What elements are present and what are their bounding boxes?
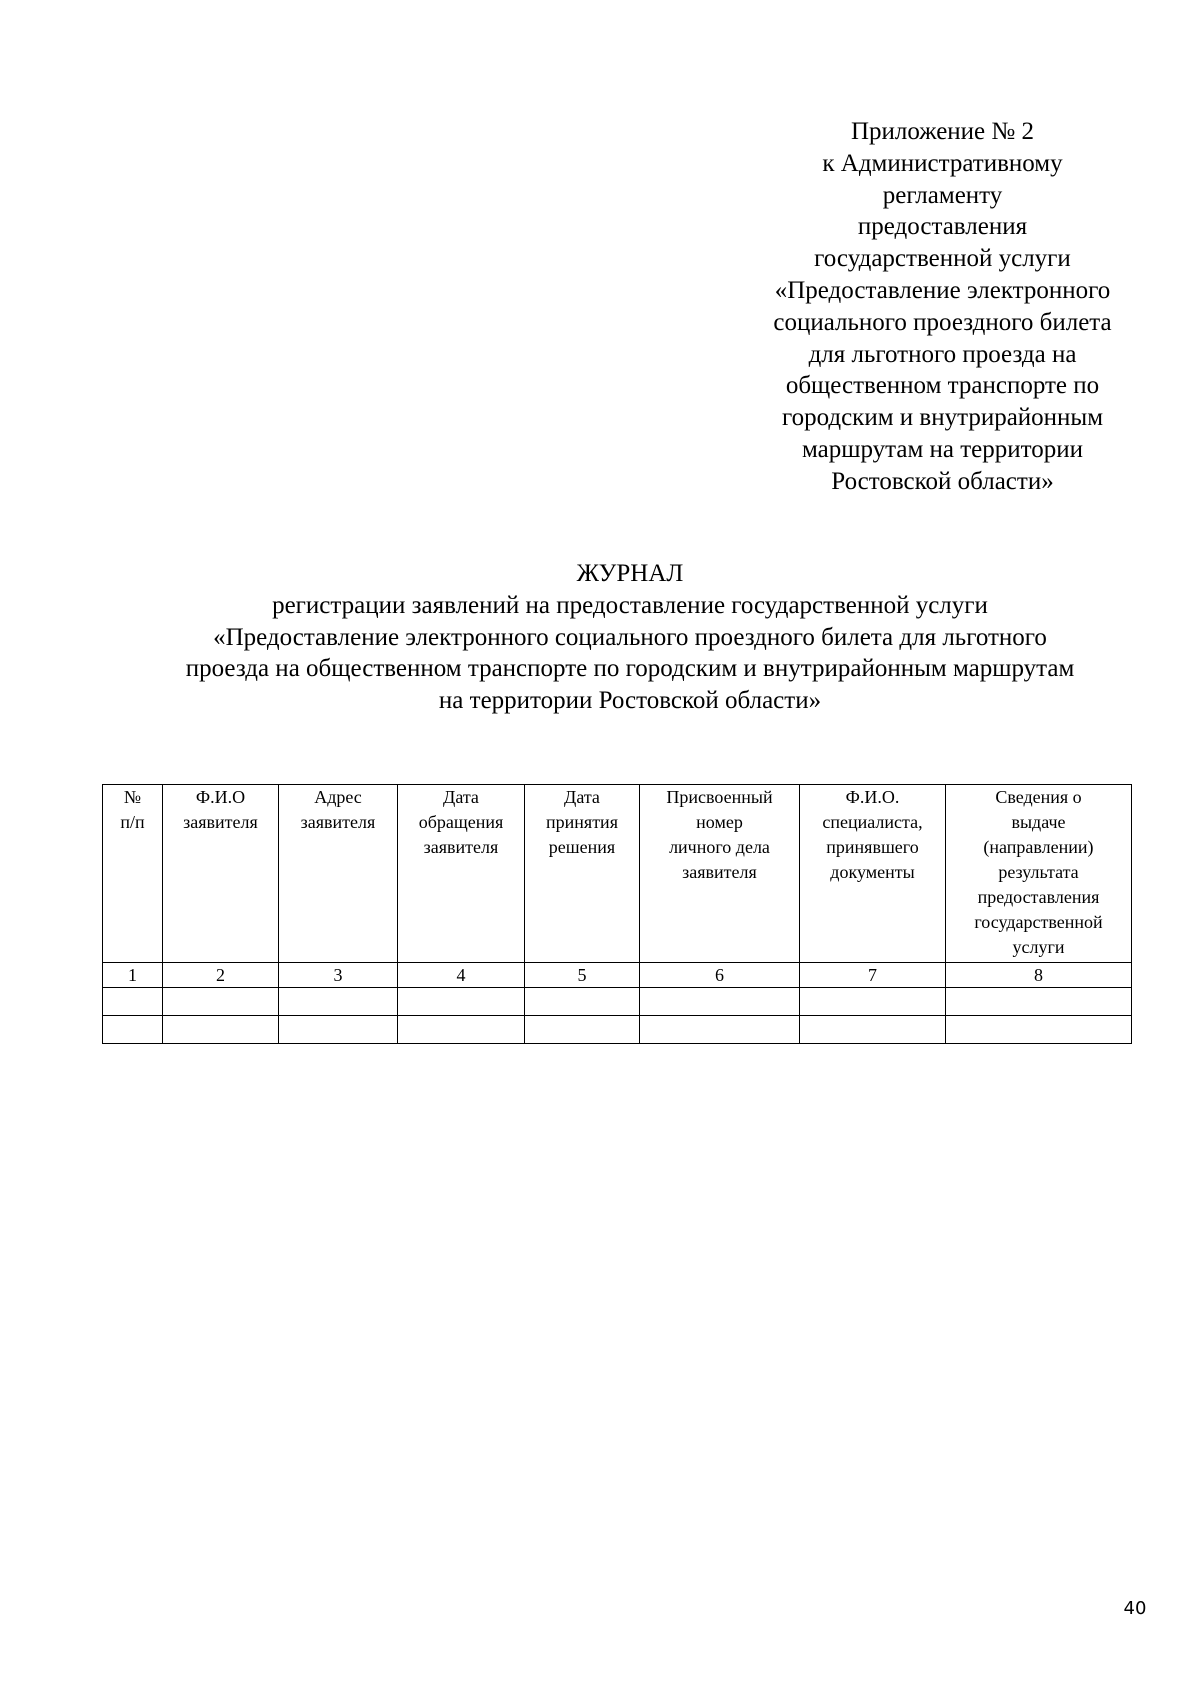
header-request-date: Дата обращения заявителя (398, 785, 525, 963)
column-number: 4 (398, 963, 525, 988)
column-number: 2 (163, 963, 279, 988)
appendix-line: Приложение № 2 (850, 118, 1035, 145)
header-result-info: Сведения о выдаче (направлении) результата предоставления государственной услуги (946, 785, 1132, 963)
journal-subtitle-line: регистрации заявлений на предоставление государственной услуги (272, 591, 988, 619)
journal-subtitle-line: «Предоставление электронного социального проездного билета для льготного (213, 623, 1047, 651)
table-row (103, 988, 1132, 1016)
table-cell (103, 1016, 163, 1044)
appendix-line: государственной услуги (814, 245, 1071, 273)
journal-title-block (80, 558, 1180, 717)
table-cell (800, 1016, 946, 1044)
table-cell (640, 988, 800, 1016)
column-number: 3 (279, 963, 398, 988)
column-number: 6 (640, 963, 800, 988)
column-number: 8 (946, 963, 1132, 988)
appendix-line: к Административному (822, 149, 1063, 177)
table-row (103, 1016, 1132, 1044)
table-cell (525, 1016, 640, 1044)
table-cell (398, 1016, 525, 1044)
header-decision-date: Дата принятия решения (525, 785, 640, 963)
appendix-line: регламенту (882, 181, 1003, 209)
appendix-line: городским и внутрирайонным (781, 404, 1104, 432)
column-number: 7 (800, 963, 946, 988)
header-specialist-name: Ф.И.О. специалиста, принявшего документы (800, 785, 946, 963)
journal-table (102, 784, 1132, 1044)
column-number: 5 (525, 963, 640, 988)
table-cell (279, 988, 398, 1016)
header-applicant-name: Ф.И.О заявителя (163, 785, 279, 963)
column-number: 1 (103, 963, 163, 988)
journal-subtitle-line: на территории Ростовской области» (438, 687, 822, 715)
journal-subtitle-line: проезда на общественном транспорте по городским и внутрирайонным маршрутам (185, 655, 1075, 683)
appendix-line: маршрутам на территории (801, 435, 1084, 463)
appendix-block (735, 116, 1150, 498)
table-cell (525, 988, 640, 1016)
table-cell (163, 1016, 279, 1044)
header-applicant-address: Адрес заявителя (279, 785, 398, 963)
table-cell (398, 988, 525, 1016)
table-cell (640, 1016, 800, 1044)
journal-title: ЖУРНАЛ (576, 560, 684, 587)
appendix-line: социального проездного билета (773, 308, 1112, 336)
appendix-line: предоставления (857, 213, 1028, 241)
page-number: 40 (1123, 1598, 1147, 1619)
table-cell (800, 988, 946, 1016)
table-cell (946, 988, 1132, 1016)
table-cell (946, 1016, 1132, 1044)
appendix-line: общественном транспорте по (785, 372, 1100, 400)
appendix-line: Ростовской области» (831, 467, 1054, 495)
appendix-line: «Предоставление электронного (774, 276, 1111, 304)
table-cell (103, 988, 163, 1016)
table-cell (279, 1016, 398, 1044)
table-cell (163, 988, 279, 1016)
header-number: № п/п (103, 785, 163, 963)
table-header-row (103, 785, 1132, 963)
header-case-number: Присвоенный номер личного дела заявителя (640, 785, 800, 963)
appendix-line: для льготного проезда на (808, 340, 1077, 368)
column-number-row (103, 963, 1132, 988)
